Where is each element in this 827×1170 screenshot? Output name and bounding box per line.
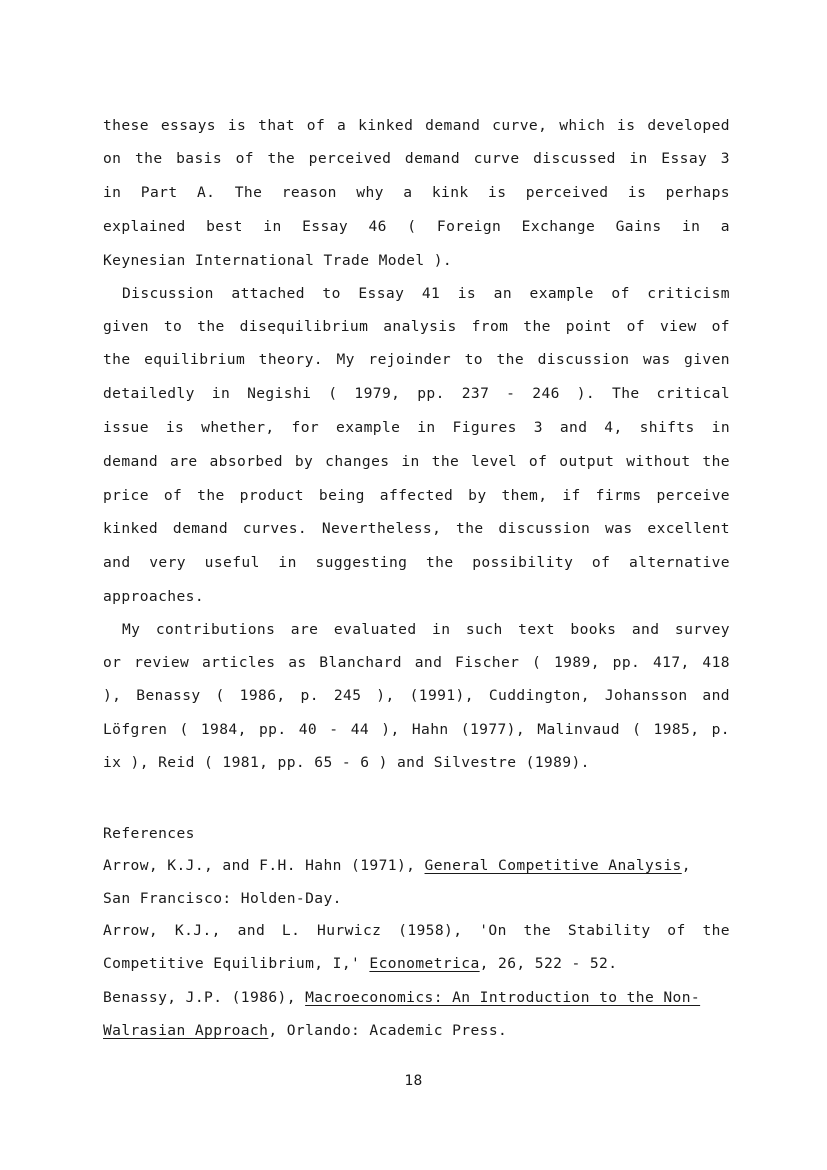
reference-title: General Competitive Analysis xyxy=(424,857,682,874)
body-line: and very useful in suggesting the possibility of alternative xyxy=(103,554,730,571)
body-line: kinked demand curves. Nevertheless, the discussion was excellent xyxy=(103,520,730,537)
reference-entry xyxy=(103,857,730,875)
body-line: ), Benassy ( 1986, p. 245 ), (1991), Cuddington, Johansson and xyxy=(103,687,730,704)
body-line: or review articles as Blanchard and Fischer ( 1989, pp. 417, 418 xyxy=(103,654,730,671)
reference-publisher: San Francisco: Holden-Day. xyxy=(103,890,342,907)
reference-article: Competitive Equilibrium, I,' xyxy=(103,955,370,972)
body-line: detailedly in Negishi ( 1979, pp. 237 - 246 ). The critical xyxy=(103,385,730,402)
reference-title: Macroeconomics: An Introduction to the Non- xyxy=(305,989,701,1006)
body-line: Discussion attached to Essay 41 is an example of criticism xyxy=(122,285,730,302)
body-line: given to the disequilibrium analysis from the point of view of xyxy=(103,318,730,335)
references-heading: References xyxy=(103,825,195,842)
body-line: demand are absorbed by changes in the level of output without the xyxy=(103,453,730,470)
body-line: in Part A. The reason why a kink is perceived is perhaps xyxy=(103,184,730,201)
reference-authors: Benassy, J.P. (1986), xyxy=(103,989,306,1006)
body-line: on the basis of the perceived demand curve discussed in Essay 3 xyxy=(103,150,730,167)
body-line: explained best in Essay 46 ( Foreign Exchange Gains in a xyxy=(103,218,730,235)
reference-entry xyxy=(103,1022,730,1040)
reference-journal: Econometrica xyxy=(369,955,480,972)
body-line: Löfgren ( 1984, pp. 40 - 44 ), Hahn (1977), Malinvaud ( 1985, p. xyxy=(103,721,730,738)
page-number: 18 xyxy=(404,1072,423,1089)
reference-entry xyxy=(103,989,730,1007)
reference-authors: Arrow, K.J., and F.H. Hahn (1971), xyxy=(103,857,425,874)
reference-volume: , 26, 522 - 52. xyxy=(479,955,618,972)
body-line: My contributions are evaluated in such text books and survey xyxy=(122,621,730,638)
reference-title: Walrasian Approach xyxy=(103,1022,269,1039)
reference-punct: , xyxy=(681,857,691,874)
reference-entry: Arrow, K.J., and L. Hurwicz (1958), 'On the Stability of the xyxy=(103,922,730,939)
reference-publisher: , Orlando: Academic Press. xyxy=(268,1022,508,1039)
body-line: Keynesian International Trade Model ). xyxy=(103,252,453,269)
body-line: issue is whether, for example in Figures 3 and 4, shifts in xyxy=(103,419,730,436)
body-line: these essays is that of a kinked demand curve, which is developed xyxy=(103,117,730,134)
body-line: approaches. xyxy=(103,588,205,605)
body-line: price of the product being affected by them, if firms perceive xyxy=(103,487,730,504)
body-line: the equilibrium theory. My rejoinder to the discussion was given xyxy=(103,351,730,368)
body-line: ix ), Reid ( 1981, pp. 65 - 6 ) and Silvestre (1989). xyxy=(103,754,590,771)
reference-entry xyxy=(103,955,730,973)
